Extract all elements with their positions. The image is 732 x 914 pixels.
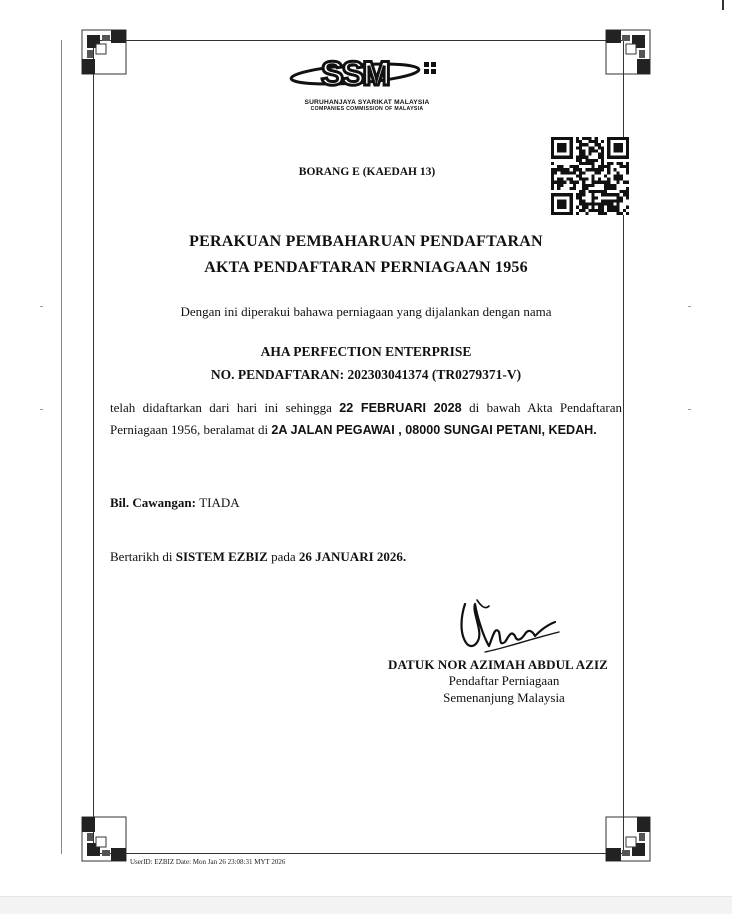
viewer-edge-mark: [722, 0, 724, 10]
certificate-title-line2: AKTA PENDAFTARAN PERNIAGAAN 1956: [204, 259, 528, 276]
form-label: BORANG E (KAEDAH 13): [298, 166, 436, 178]
viewer-bottom-strip: [0, 896, 732, 914]
signatory-role: Pendaftar Perniagaan: [448, 673, 560, 688]
expiry-date: 22 FEBRUARI 2028: [339, 401, 462, 415]
dated-middle: pada: [267, 549, 299, 564]
margin-mark: [40, 409, 43, 410]
registration-line: [100, 367, 632, 383]
logo-subtitle-malay: SURUHANJAYA SYARIKAT MALAYSIA: [304, 99, 430, 106]
corner-ornament-bottom-left: [80, 815, 128, 863]
signatory-name: DATUK NOR AZIMAH ABDUL AZIZ: [388, 657, 608, 672]
certificate-border: [93, 40, 624, 854]
logo-wordmark: SSM: [321, 55, 389, 93]
registration-label: NO. PENDAFTARAN:: [210, 367, 348, 382]
corner-ornament-top-left: [80, 28, 128, 76]
registration-paragraph: [110, 397, 622, 441]
corner-ornament-bottom-right: [604, 815, 652, 863]
dated-system: SISTEM EZBIZ: [175, 549, 268, 564]
registrar-signature: [455, 596, 565, 664]
paragraph-text: telah didaftarkan dari hari ini sehingga: [110, 400, 340, 415]
branch-label: Bil. Cawangan:: [110, 495, 200, 510]
business-name: AHA PERFECTION ENTERPRISE: [260, 344, 472, 359]
intro-text: Dengan ini diperakui bahawa perniagaan yang dijalankan dengan nama: [180, 304, 552, 319]
qr-code: [551, 137, 629, 215]
dated-date: 26 JANUARI 2026.: [298, 549, 407, 564]
branch-count: [110, 495, 240, 511]
print-footer: UserID: EZBIZ Date: Mon Jan 26 23:08:31 MYT 2026: [130, 858, 286, 866]
paragraph-text: di bawah Akta Pendaftaran Perniagaan 1956, beralamat di: [110, 400, 622, 437]
registration-number: 202303041374 (TR0279371-V): [347, 367, 522, 382]
corner-ornament-top-right: [604, 28, 652, 76]
logo-subtitle-english: COMPANIES COMMISSION OF MALAYSIA: [310, 106, 424, 112]
margin-mark: [688, 306, 691, 307]
branch-value: TIADA: [199, 495, 240, 510]
signatory-region: Semenanjung Malaysia: [443, 690, 565, 705]
business-address: 2A JALAN PEGAWAI , 08000 SUNGAI PETANI, KEDAH.: [271, 423, 597, 437]
margin-mark: [688, 409, 691, 410]
dated-line: [110, 549, 406, 565]
margin-mark: [40, 306, 43, 307]
dated-prefix: Bertarikh di: [110, 549, 176, 564]
certificate-title-line1: PERAKUAN PEMBAHARUAN PENDAFTARAN: [189, 233, 543, 250]
left-margin-line: [61, 40, 62, 854]
